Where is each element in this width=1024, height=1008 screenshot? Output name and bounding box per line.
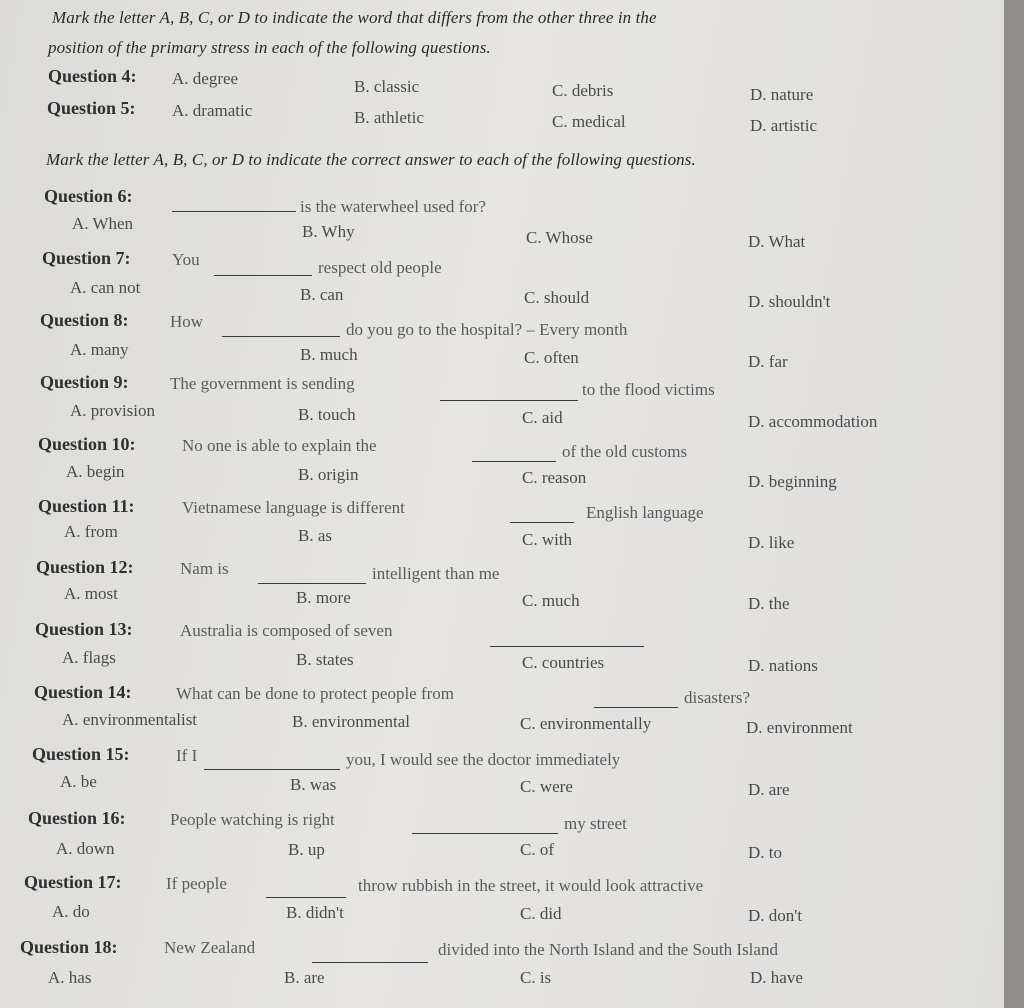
question-stem-before: The government is sending: [170, 374, 355, 393]
question-stem-after: my street: [564, 814, 627, 833]
question-stem-before: Vietnamese language is different: [182, 498, 405, 517]
option-b: B. touch: [298, 405, 356, 424]
option-c: C. debris: [552, 81, 614, 100]
option-d: D. accommodation: [748, 412, 878, 431]
question-stem-before: If people: [166, 874, 227, 893]
question-stem-after: is the waterwheel used for?: [300, 197, 486, 216]
option-a: A. environmentalist: [62, 710, 198, 729]
option-d: D. artistic: [750, 116, 818, 135]
option-d: D. don't: [748, 906, 803, 925]
question-stem-before: No one is able to explain the: [182, 436, 377, 455]
option-c: C. environmentally: [520, 714, 652, 733]
option-c: C. medical: [552, 112, 626, 131]
option-a: A. most: [64, 584, 118, 603]
answer-blank: [204, 769, 340, 770]
option-c: C. is: [520, 968, 552, 987]
answer-blank: [312, 962, 428, 963]
option-b: B. more: [296, 588, 351, 607]
option-b: B. as: [298, 526, 332, 545]
option-d: D. environment: [746, 718, 853, 737]
answer-blank: [440, 400, 578, 401]
question-label: Question 11:: [38, 496, 135, 516]
option-c: C. countries: [522, 653, 605, 672]
option-c: C. reason: [522, 468, 587, 487]
question-stem-before: You: [172, 250, 200, 269]
option-b: B. can: [300, 285, 344, 304]
option-a: A. many: [70, 340, 129, 359]
option-d: D. nations: [748, 656, 818, 675]
question-stem-after: you, I would see the doctor immediately: [346, 750, 621, 769]
option-d: D. shouldn't: [748, 292, 831, 311]
option-d: D. the: [748, 594, 790, 613]
option-d: D. to: [748, 843, 782, 862]
instruction-correct-answer: Mark the letter A, B, C, or D to indicate the correct answer to each of the following questions.: [46, 150, 696, 169]
option-d: D. like: [748, 533, 795, 552]
answer-blank: [222, 336, 340, 337]
option-c: C. often: [524, 348, 579, 367]
question-stem-before: How: [170, 312, 204, 331]
option-b: B. didn't: [286, 903, 344, 922]
option-b: B. classic: [354, 77, 420, 96]
answer-blank: [172, 211, 296, 212]
option-c: C. aid: [522, 408, 563, 427]
question-label: Question 17:: [24, 872, 122, 892]
option-c: C. were: [520, 777, 573, 796]
option-b: B. athletic: [354, 108, 424, 127]
option-a: A. be: [60, 772, 97, 791]
answer-blank: [594, 707, 678, 708]
option-a: A. from: [64, 522, 118, 541]
question-label: Question 16:: [28, 808, 126, 828]
question-stem-after: throw rubbish in the street, it would look attractive: [358, 876, 704, 895]
question-label: Question 9:: [40, 372, 129, 392]
instruction-stress-line1: Mark the letter A, B, C, or D to indicate the word that differs from the other three in the: [52, 8, 657, 27]
option-d: D. beginning: [748, 472, 837, 491]
question-stem-after: respect old people: [318, 258, 442, 277]
option-b: B. up: [288, 840, 325, 859]
option-b: B. Why: [302, 222, 355, 241]
answer-blank: [258, 583, 366, 584]
question-stem-before: Nam is: [180, 559, 229, 578]
question-stem-before: If I: [176, 746, 198, 765]
option-a: A. degree: [172, 69, 239, 88]
question-label: Question 15:: [32, 744, 130, 764]
question-label: Question 6:: [44, 186, 133, 206]
option-a: A. do: [52, 902, 90, 921]
question-label: Question 12:: [36, 557, 134, 577]
option-c: C. with: [522, 530, 573, 549]
option-a: A. has: [48, 968, 92, 987]
question-stem-after: disasters?: [684, 688, 751, 707]
question-label: Question 18:: [20, 937, 118, 957]
question-label: Question 14:: [34, 682, 132, 702]
question-stem-after: of the old customs: [562, 442, 688, 461]
option-b: B. states: [296, 650, 354, 669]
option-d: D. have: [750, 968, 803, 987]
question-stem-after: to the flood victims: [582, 380, 715, 399]
option-d: D. What: [748, 232, 806, 251]
question-label: Question 7:: [42, 248, 131, 268]
question-label: Question 10:: [38, 434, 136, 454]
option-b: B. origin: [298, 465, 359, 484]
question-stem-after: intelligent than me: [372, 564, 500, 583]
option-c: C. did: [520, 904, 562, 923]
answer-blank: [412, 833, 558, 834]
option-b: B. are: [284, 968, 325, 987]
option-d: D. far: [748, 352, 788, 371]
answer-blank: [490, 646, 644, 647]
question-stem-after: divided into the North Island and the South Island: [438, 940, 778, 959]
option-a: A. down: [56, 839, 115, 858]
option-c: C. of: [520, 840, 554, 859]
answer-blank: [472, 461, 556, 462]
question-stem-before: People watching is right: [170, 810, 335, 829]
option-a: A. can not: [70, 278, 141, 297]
question-label: Question 8:: [40, 310, 129, 330]
option-d: D. are: [748, 780, 790, 799]
answer-blank: [266, 897, 346, 898]
option-a: A. provision: [70, 401, 155, 420]
page-edge-shadow: [1004, 0, 1024, 1008]
answer-blank: [214, 275, 312, 276]
option-b: B. environmental: [292, 712, 411, 731]
question-stem-before: New Zealand: [164, 938, 256, 957]
option-a: A. flags: [62, 648, 116, 667]
option-c: C. Whose: [526, 228, 593, 247]
option-d: D. nature: [750, 85, 814, 104]
option-a: A. When: [72, 214, 134, 233]
option-c: C. much: [522, 591, 580, 610]
question-label: Question 13:: [35, 619, 133, 639]
option-a: A. dramatic: [172, 101, 253, 120]
option-b: B. much: [300, 345, 358, 364]
option-a: A. begin: [66, 462, 125, 481]
question-stem-before: Australia is composed of seven: [180, 621, 393, 640]
option-c: C. should: [524, 288, 590, 307]
question-stem-before: What can be done to protect people from: [176, 684, 455, 703]
answer-blank: [510, 522, 574, 523]
option-b: B. was: [290, 775, 337, 794]
question-stem-after: do you go to the hospital? – Every month: [346, 320, 628, 339]
question-label: Question 5:: [47, 98, 136, 118]
question-stem-after: English language: [586, 503, 704, 522]
question-label: Question 4:: [48, 66, 137, 86]
instruction-stress-line2: position of the primary stress in each of the following questions.: [48, 38, 491, 57]
